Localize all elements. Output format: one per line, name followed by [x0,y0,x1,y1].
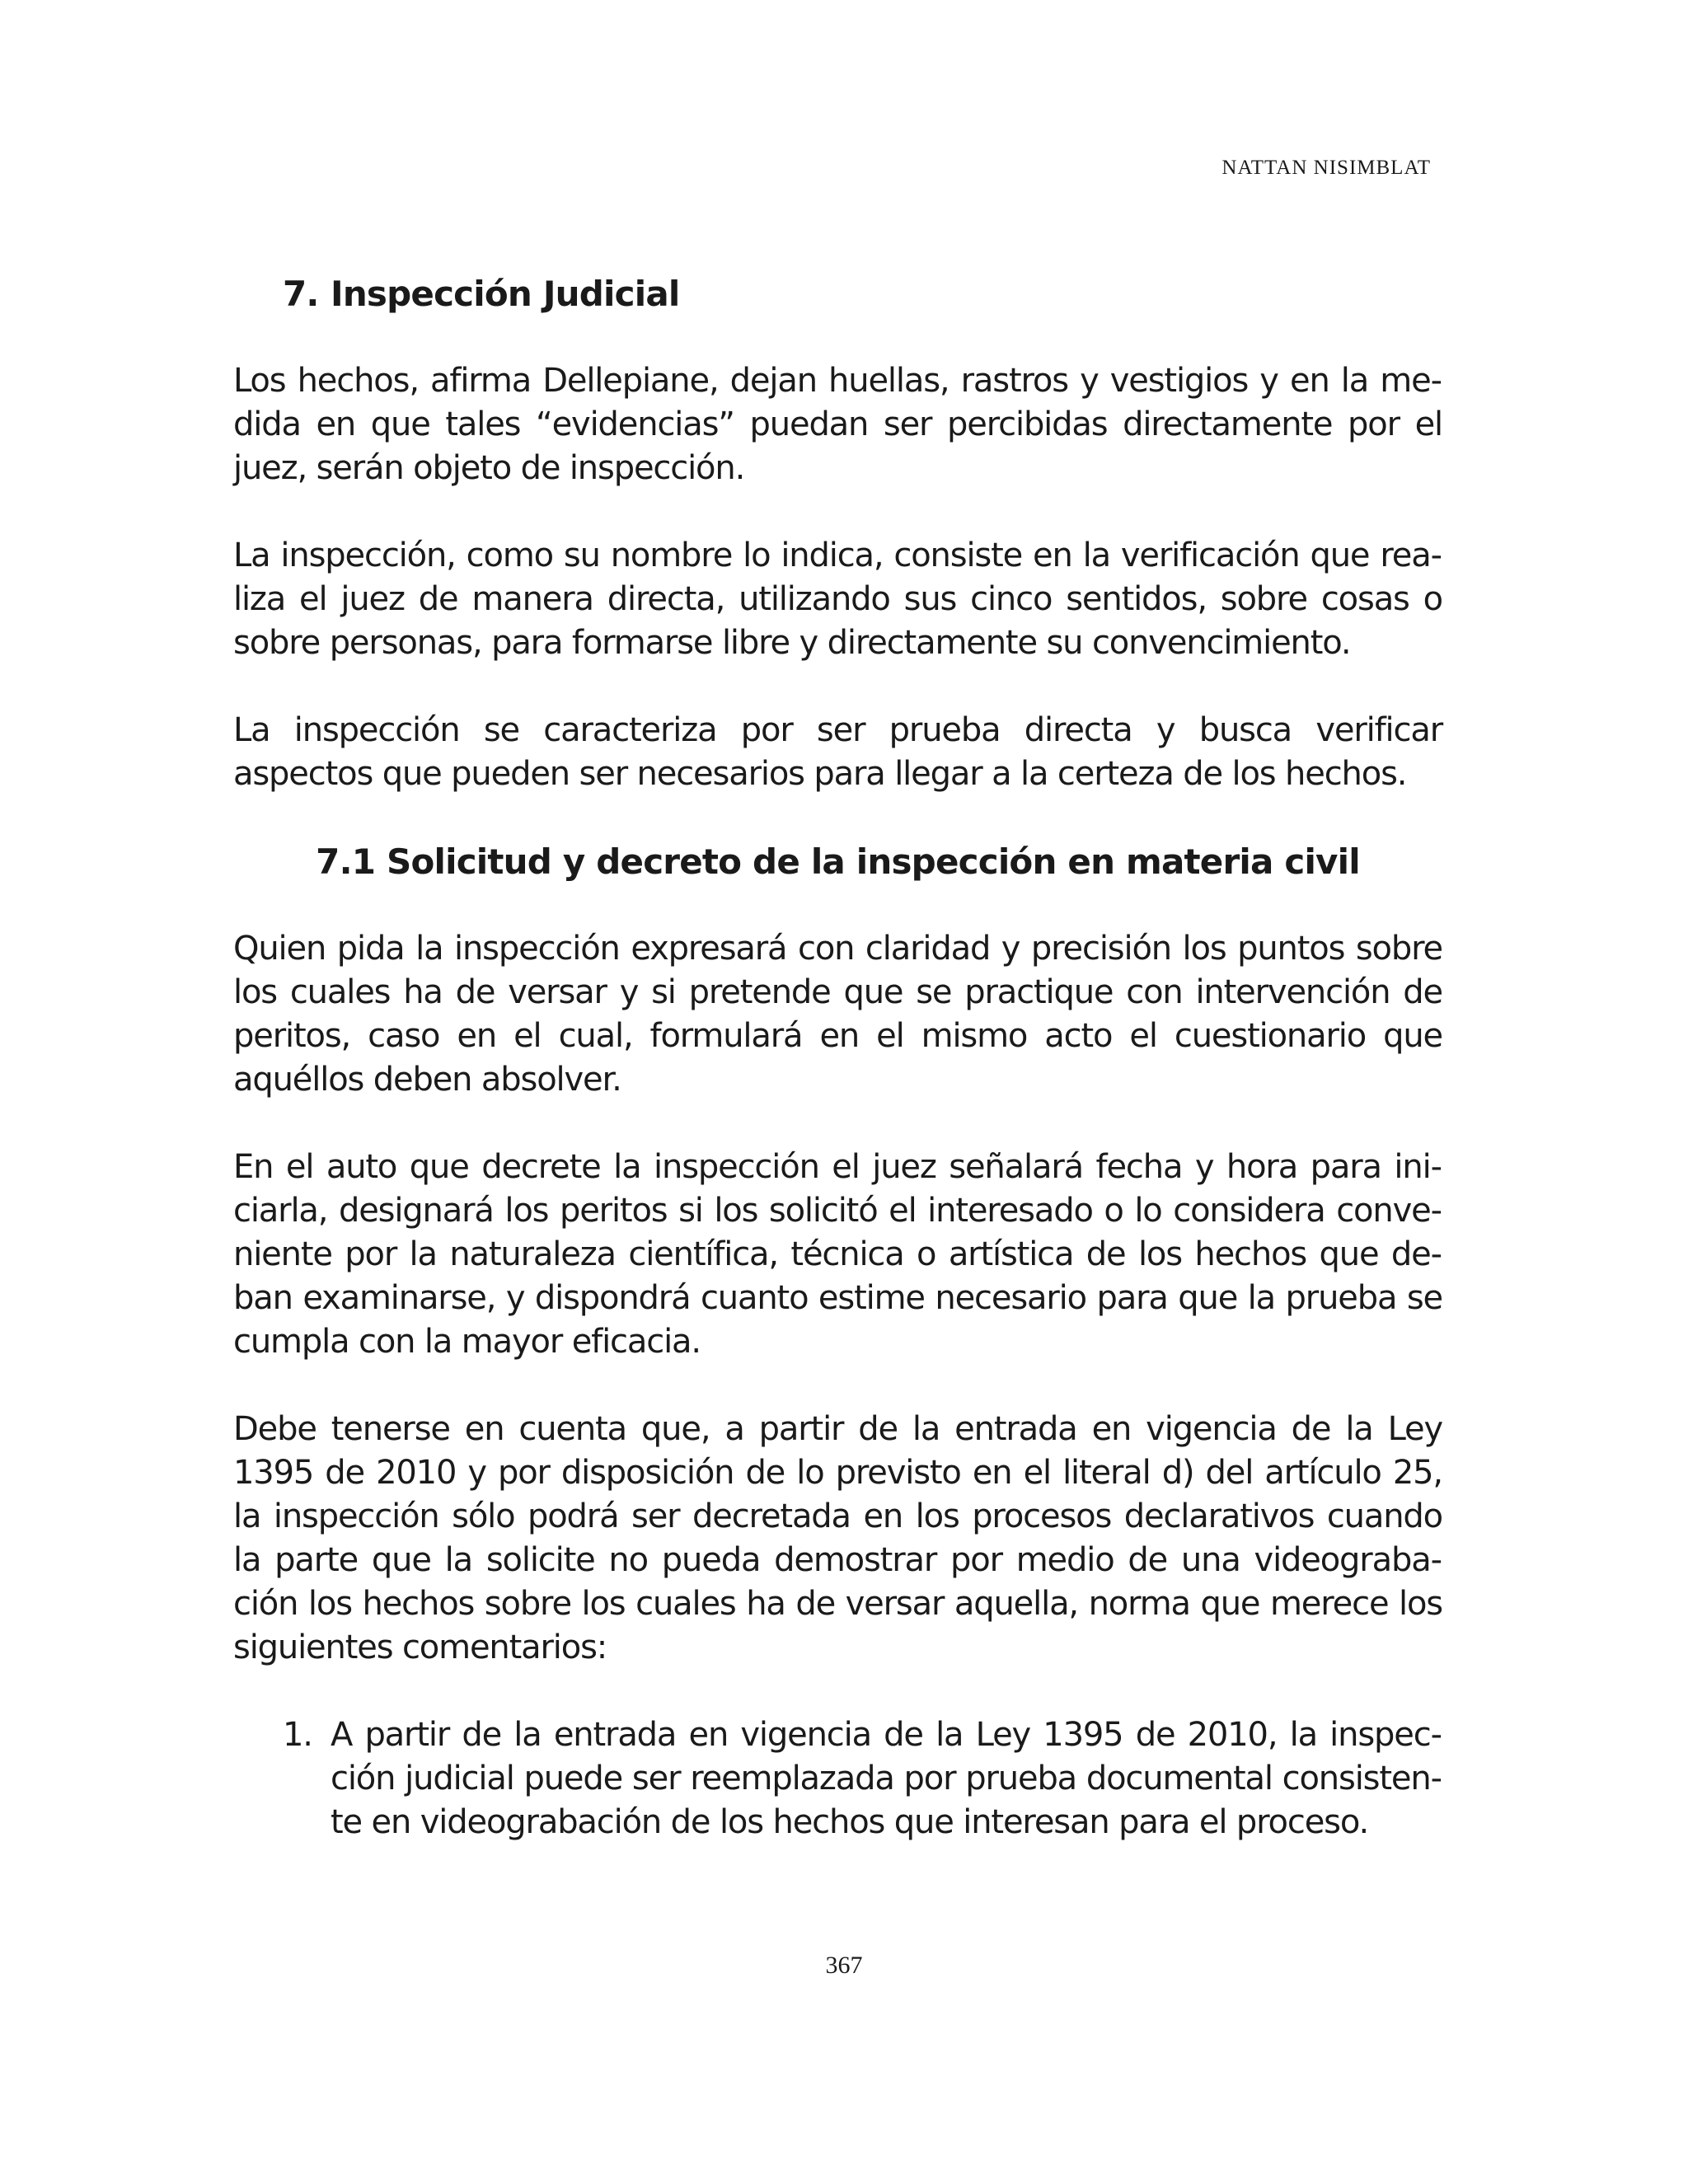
running-header-author: NATTAN NISIMBLAT [1221,157,1431,179]
section-heading [233,272,1442,316]
paragraph-intro-2: La inspección, como su nombre lo indica, consiste en la verificación que realiza el juez de manera directa, utilizando sus cinco sentidos, sobre cosas o sobre personas, para formarse libre y directamente su convencimiento. [233,537,1442,662]
paragraph-sub-3: Debe tenerse en cuenta que, a partir de la entrada en vigencia de la Ley 1395 de 2010 y por disposición de lo previsto en el literal d) del artículo 25, la inspección sólo podrá ser decretada en los procesos declarativos cuando la parte que la solicite no pueda demostrar por medio de una videograbación los hechos sobre los cuales ha de versar aquella, norma que merece los siguientes comentarios: [233,1410,1442,1666]
list-item [233,1713,1442,1844]
paragraph-sub-2: En el auto que decrete la inspección el juez señalará fecha y hora para iniciarla, designará los peritos si los solicitó el interesado o lo considera conveniente por la naturaleza científica, técnica o artística de los hechos que deban examinarse, y dispondrá cuanto estime necesario para que la prueba se cumpla con la mayor eficacia. [233,1148,1442,1361]
subsection-heading: 7.1 Solicitud y decreto de la inspección en materia civil [316,841,1360,882]
section-title: Inspección Judicial [331,274,680,314]
paragraph-sub-1: Quien pida la inspección expresará con claridad y precisión los puntos sobre los cuales ha de versar y si pretende que se practique con intervención de peritos, caso en el cual, formulará en el mismo acto el cuestionario que aquéllos deben absolver. [233,930,1442,1099]
section-number: 7. [283,274,319,314]
numbered-list [233,1713,1442,1844]
page-body [233,272,1442,1844]
page-number: 367 [825,1952,863,1979]
paragraph-intro-3: La inspección se caracteriza por ser prueba directa y busca verificar aspectos que pueden ser necesarios para llegar a la certeza de los hechos. [233,711,1442,793]
list-item-text: A partir de la entrada en vigencia de la Ley 1395 de 2010, la inspección judicial puede ser reemplazada por prueba documental consistente en videograbación de los hechos que interesan para el proceso. [331,1716,1442,1841]
list-item-marker: 1. [283,1716,312,1754]
paragraph-intro-1: Los hechos, afirma Dellepiane, dejan huellas, rastros y vestigios y en la medida en que tales “evidencias” puedan ser percibidas directamente por el juez, serán objeto de inspección. [233,362,1442,487]
